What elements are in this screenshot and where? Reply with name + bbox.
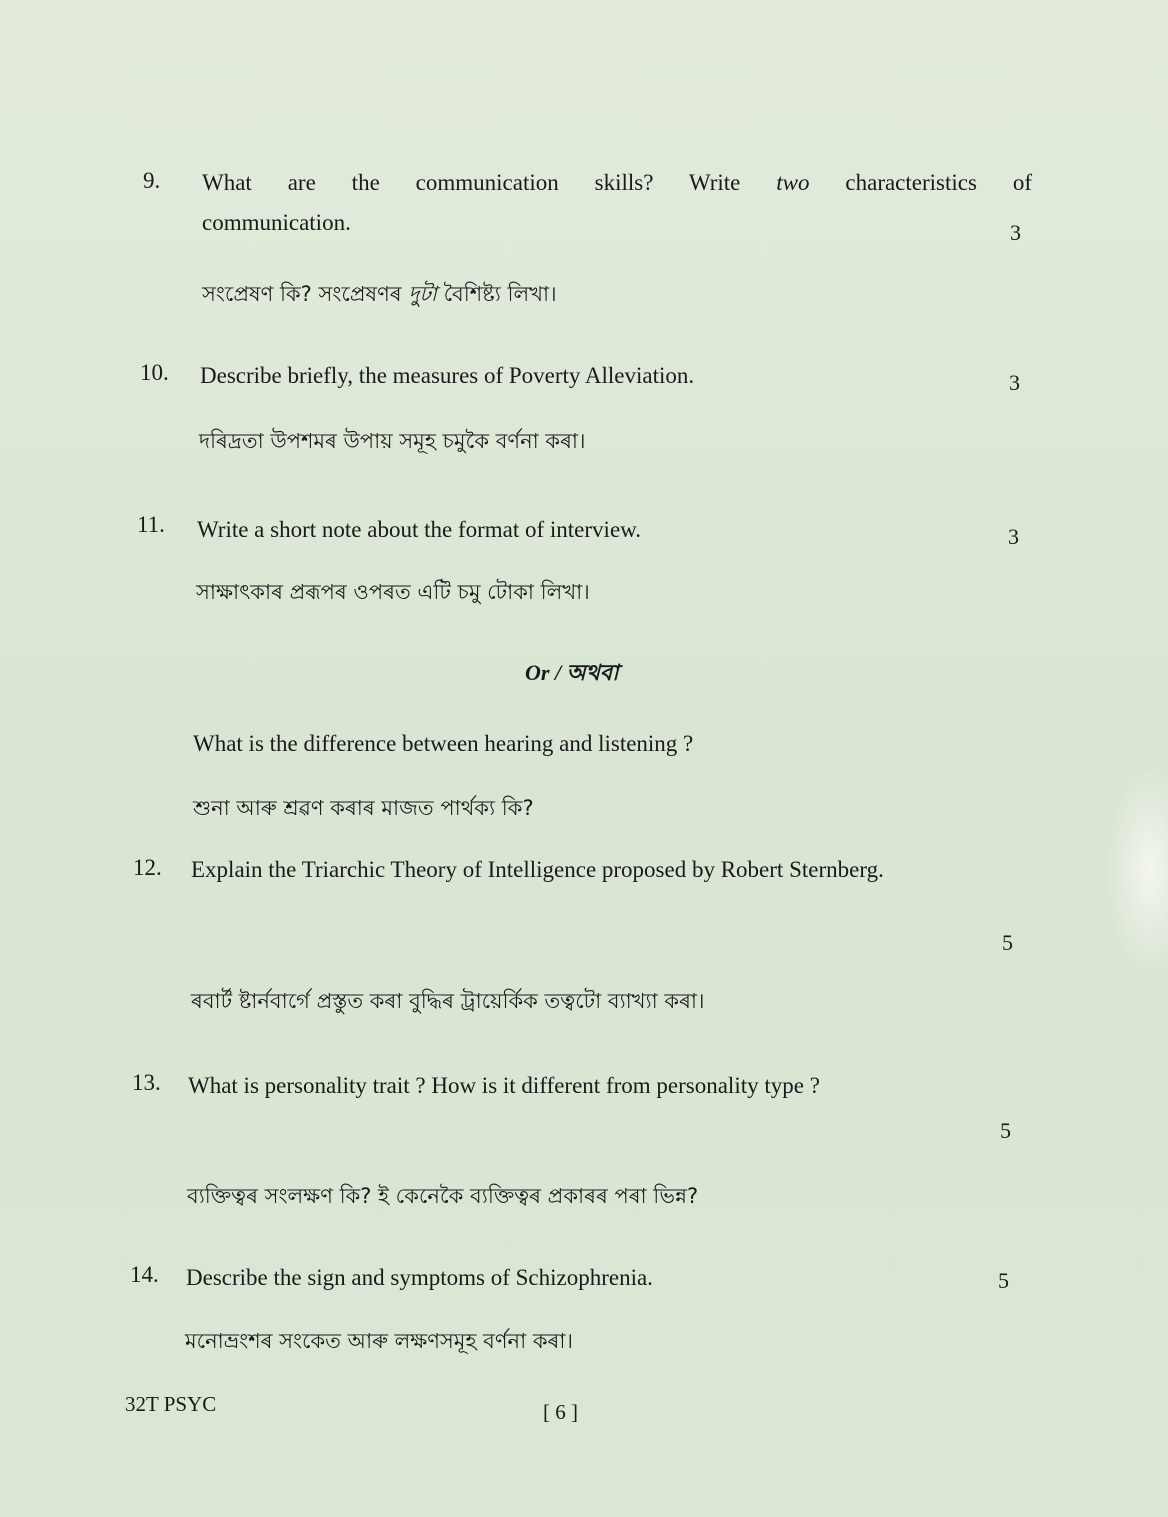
question-number: 14. [130, 1262, 159, 1287]
marks: 5 [1002, 930, 1013, 955]
question-translation: ব্যক্তিত্বৰ সংলক্ষণ কি? ই কেনেকৈ ব্যক্তিত্বৰ প্ৰকাৰৰ পৰা ভিন্ন? [187, 1184, 699, 1208]
question-number: 13. [132, 1070, 161, 1095]
question-number: 12. [133, 855, 162, 880]
paper-code: 32T PSYC [125, 1392, 217, 1416]
marks: 3 [1008, 524, 1019, 549]
question-text-line: What are the communication skills? Write two characteristics of [202, 170, 1032, 195]
marks: 5 [998, 1268, 1009, 1293]
question-text: Describe briefly, the measures of Poverty Alleviation. [200, 363, 695, 388]
question-translation: মনোভ্ৰংশৰ সংকেত আৰু লক্ষণসমূহ বৰ্ণনা কৰা। [185, 1329, 573, 1353]
paper-crease [1108, 770, 1168, 970]
alternative-question-translation: শুনা আৰু শ্ৰৱণ কৰাৰ মাজত পাৰ্থক্য কি? [193, 796, 534, 820]
question-translation: সাক্ষাৎকাৰ প্ৰৰূপৰ ওপৰত এটি চমু টোকা লিখা। [196, 580, 590, 604]
marks: 5 [1000, 1118, 1011, 1143]
question-translation: দৰিদ্ৰতা উপশমৰ উপায় সমূহ চমুকৈ বৰ্ণনা কৰা। [199, 429, 586, 453]
question-text: Describe the sign and symptoms of Schizophrenia. [186, 1265, 653, 1290]
question-text: Explain the Triarchic Theory of Intelligence proposed by Robert Sternberg. [191, 857, 884, 882]
alternative-question-text: What is the difference between hearing and listening ? [193, 731, 694, 756]
question-number: 10. [140, 360, 169, 385]
marks: 3 [1009, 370, 1020, 395]
question-number: 11. [137, 512, 165, 537]
or-separator: Or / অথবা [525, 660, 619, 685]
marks: 3 [1010, 220, 1021, 245]
question-translation: ৰবাৰ্ট ষ্টাৰ্নবাৰ্গে প্ৰস্তুত কৰা বুদ্ধিৰ ট্ৰায়েৰ্কিক তত্বটো ব্যাখ্যা কৰা। [191, 989, 705, 1013]
question-text: Write a short note about the format of interview. [197, 517, 642, 542]
question-translation: সংপ্ৰেষণ কি? সংপ্ৰেষণৰ দুটা বৈশিষ্ট্য লিখা। [202, 282, 557, 306]
question-number: 9. [143, 168, 161, 193]
page-number: [ 6 ] [543, 1400, 578, 1424]
question-text-line: communication. [202, 210, 351, 235]
question-text: What is personality trait ? How is it different from personality type ? [188, 1073, 820, 1098]
